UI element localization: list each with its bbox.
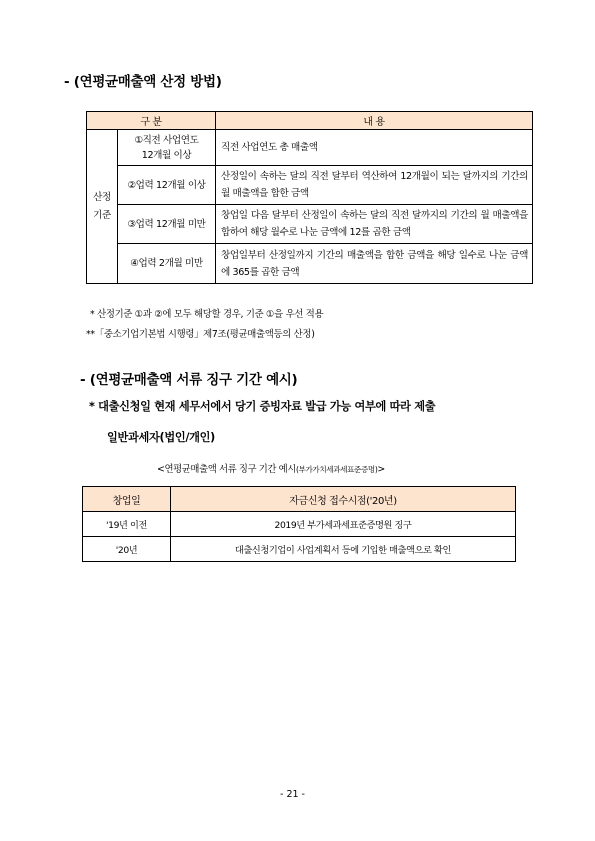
- table-header-row: [83, 487, 516, 512]
- group-label-line2: 기준: [93, 209, 111, 221]
- bullet-submission-note: * 대출신청일 현재 세무서에서 당기 증빙자료 발급 가능 여부에 따라 제출: [89, 400, 436, 413]
- group-label-line1: 산정: [93, 191, 111, 203]
- criterion-cell: ③업력 12개월 미만: [118, 205, 216, 244]
- criterion-cell: [118, 130, 216, 166]
- table-row: [87, 130, 533, 166]
- table-row: [87, 166, 533, 205]
- founding-date-cell: '20년: [83, 537, 171, 562]
- section-heading-period-example: - (연평균매출액 서류 징구 기간 예시): [80, 372, 298, 388]
- description-cell: 직전 사업연도 총 매출액: [216, 130, 533, 166]
- table-row: [83, 537, 516, 562]
- document-period-table: [82, 486, 516, 562]
- table-caption: [157, 461, 385, 475]
- header-content: 내 용: [216, 112, 533, 130]
- criterion-line2: 12개월 이상: [141, 149, 192, 161]
- table-row: [87, 244, 533, 284]
- header-application-time: 자금신청 접수시점('20년): [171, 487, 516, 512]
- section-heading-calculation: - (연평균매출액 산정 방법): [64, 74, 222, 90]
- table-row: [87, 205, 533, 244]
- bullet-taxpayer-type: 일반과세자(법인/개인): [107, 431, 215, 444]
- founding-date-cell: '19년 이전: [83, 512, 171, 537]
- header-category: 구 분: [87, 112, 216, 130]
- caption-main: <연평균매출액 서류 징구 기간 예시: [157, 464, 296, 475]
- document-cell: 대출신청기업이 사업계획서 등에 기입한 매출액으로 확인: [171, 537, 516, 562]
- page-number: - 21 -: [280, 789, 305, 800]
- table-header-row: [87, 112, 533, 130]
- footnote-law-reference: **「중소기업기본법 시행령」제7조(평균매출액등의 산정): [86, 329, 315, 340]
- group-label: [87, 130, 118, 284]
- description-cell: 산정일이 속하는 달의 직전 달부터 역산하여 12개월이 되는 달까지의 기간의 월 매출액을 합한 금액: [216, 166, 533, 205]
- criterion-cell: ④업력 2개월 미만: [118, 244, 216, 284]
- revenue-calculation-table: [86, 111, 533, 284]
- header-founding-date: 창업일: [83, 487, 171, 512]
- description-cell: 창업일 다음 달부터 산정일이 속하는 달의 직전 달까지의 기간의 월 매출액을 합하여 해당 월수로 나눈 금액에 12를 곱한 금액: [216, 205, 533, 244]
- description-cell: 창업일부터 산정일까지 기간의 매출액을 합한 금액을 해당 일수로 나눈 금액에 365를 곱한 금액: [216, 244, 533, 284]
- criterion-cell: ②업력 12개월 이상: [118, 166, 216, 205]
- footnote-priority: * 산정기준 ①과 ②에 모두 해당할 경우, 기준 ①을 우선 적용: [90, 309, 324, 320]
- caption-sub: (부가가치세과세표준증명): [295, 465, 378, 474]
- table-row: [83, 512, 516, 537]
- criterion-line1: ①직전 사업연도: [134, 134, 199, 146]
- document-cell: 2019년 부가세과세표준증명원 징구: [171, 512, 516, 537]
- caption-end: >: [377, 464, 385, 475]
